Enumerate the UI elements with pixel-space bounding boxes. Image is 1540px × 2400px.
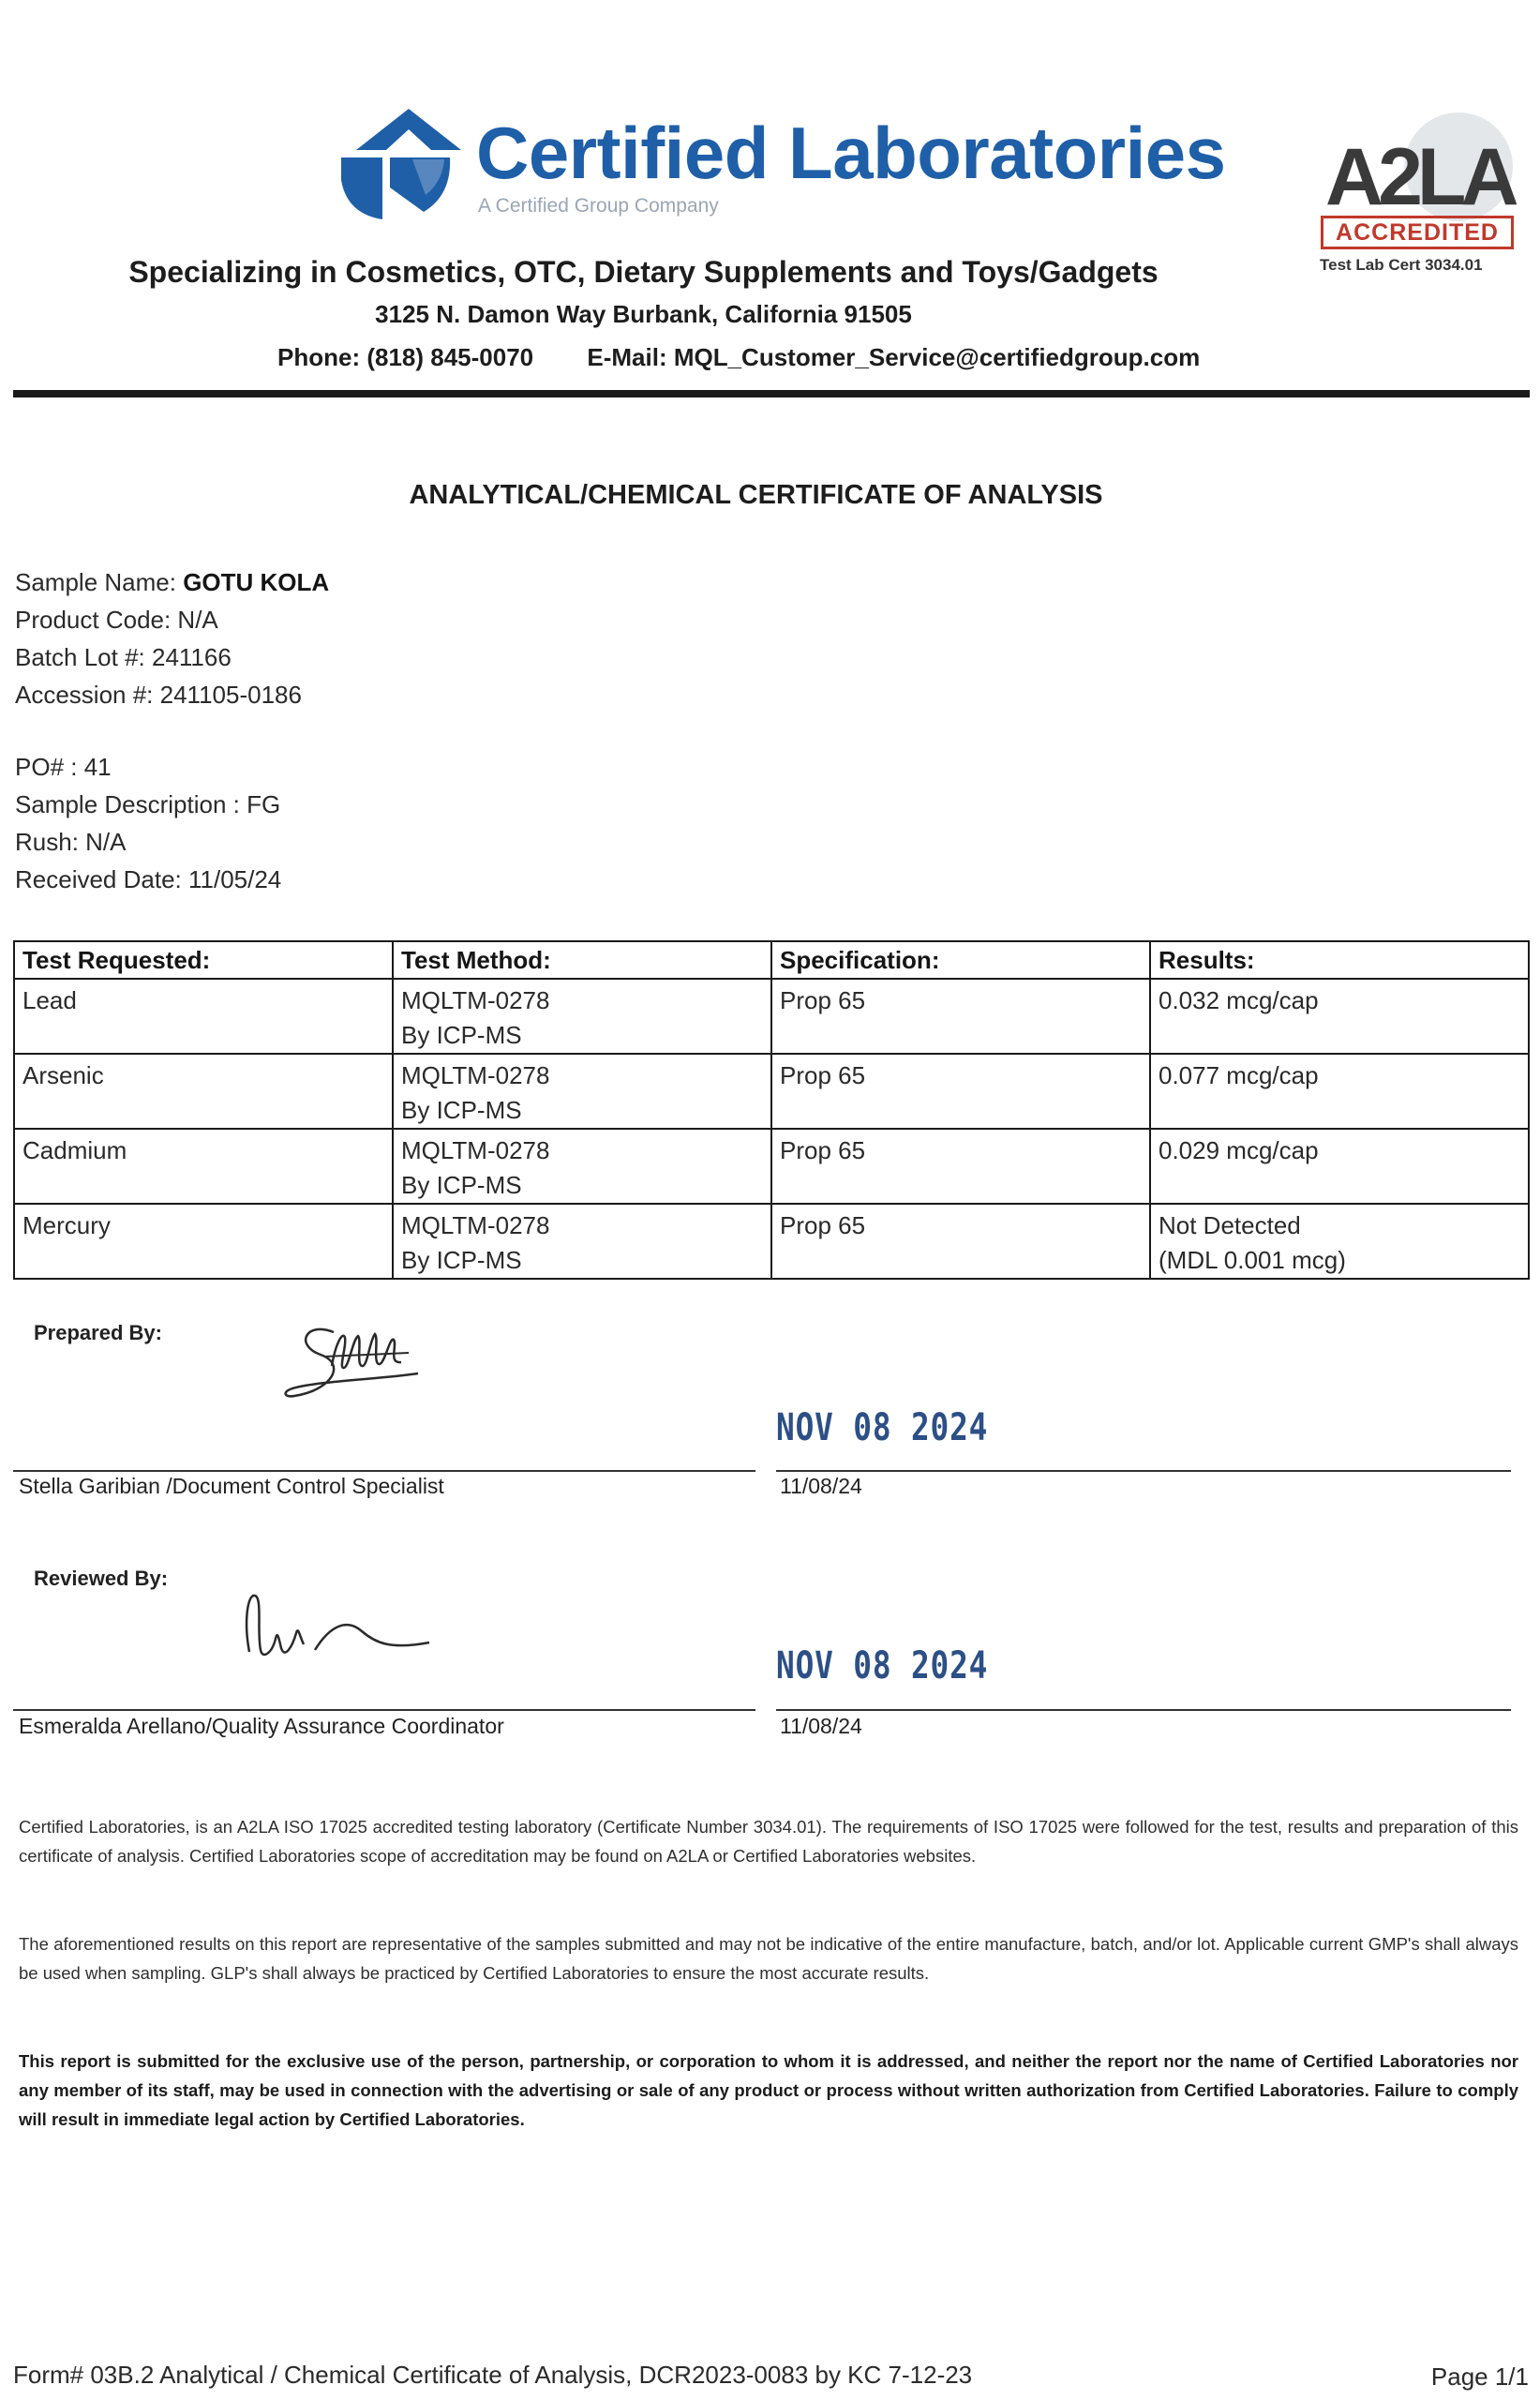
signature-line: [13, 1709, 755, 1711]
test-cell: Lead: [14, 979, 393, 1054]
representative-results-statement: The aforementioned results on this report are representative of the samples submitted and may not be indicative of the entire manufacture, batch, and/or lot. Applicable current GMP's shall always be used when sampling. GLP's shall always be practiced by Certified Laboratories to ensure the most accurate results.: [19, 1934, 1518, 1983]
table-row: [14, 979, 1529, 1054]
method-cell: MQLTM-0278 By ICP-MS: [393, 1054, 771, 1129]
received-date: Received Date: 11/05/24: [15, 865, 282, 893]
sample-name: [15, 563, 329, 601]
spec-cell: Prop 65: [771, 1054, 1150, 1129]
reviewed-by-name: Esmeralda Arellano/Quality Assurance Coordinator: [19, 1714, 504, 1738]
page-number: Page 1/1: [1430, 2362, 1529, 2391]
reviewed-by-signature: [225, 1584, 469, 1678]
test-cell: Cadmium: [14, 1129, 393, 1204]
lab-contact: [277, 343, 1200, 372]
lab-address: 3125 N. Damon Way Burbank, California 91505: [375, 300, 912, 328]
header-specification: Specification:: [771, 941, 1150, 979]
accession-number: Accession #: 241105-0186: [15, 681, 302, 709]
usage-restriction-statement: This report is submitted for the exclusive use of the person, partnership, or corporation to whom it is addressed, and neither the report nor the name of Certified Laboratories nor any member of its staff, may be used in connection with the advertising or sale of any product or process without written authorization from Certified Laboratories. Failure to comply will result in immediate legal action by Certified Laboratories.: [19, 2051, 1518, 2129]
batch-lot: Batch Lot #: 241166: [15, 643, 232, 671]
table-row: [14, 1054, 1529, 1129]
header-test-requested: Test Requested:: [14, 941, 393, 979]
date-line: [776, 1709, 1511, 1711]
rush-status: Rush: N/A: [15, 828, 127, 856]
table-row: [14, 1204, 1529, 1279]
test-cell: Mercury: [14, 1204, 393, 1279]
prepared-by-signature: [277, 1317, 427, 1402]
spec-cell: Prop 65: [771, 1204, 1150, 1279]
spec-cell: Prop 65: [771, 1129, 1150, 1204]
lab-tagline: Specializing in Cosmetics, OTC, Dietary Supplements and Toys/Gadgets: [128, 255, 1159, 289]
sample-info: [15, 563, 329, 713]
table-row: [14, 1129, 1529, 1204]
brand-subtitle: A Certified Group Company: [478, 195, 719, 217]
certified-laboratories-logo-icon: [319, 101, 469, 232]
prepared-by-date: 11/08/24: [780, 1474, 862, 1498]
result-cell: 0.077 mcg/cap: [1150, 1054, 1529, 1129]
form-reference: Form# 03B.2 Analytical / Chemical Certificate of Analysis, DCR2023-0083 by KC 7-12-23: [13, 2361, 973, 2389]
reviewed-by-date: 11/08/24: [780, 1714, 862, 1738]
brand-name: Certified Laboratories: [476, 112, 1226, 194]
order-info: [15, 748, 281, 898]
method-cell: MQLTM-0278 By ICP-MS: [393, 1204, 771, 1279]
header-divider: [13, 390, 1530, 398]
prepared-by-label: Prepared By:: [34, 1321, 162, 1344]
header-test-method: Test Method:: [393, 941, 771, 979]
document-title: ANALYTICAL/CHEMICAL CERTIFICATE OF ANALYSIS: [409, 480, 1103, 510]
spec-cell: Prop 65: [771, 979, 1150, 1054]
sample-description: Sample Description : FG: [15, 790, 281, 818]
prepared-date-stamp: NOV 08 2024: [776, 1406, 989, 1449]
sample-name-label: Sample Name:: [15, 568, 176, 596]
method-cell: MQLTM-0278 By ICP-MS: [393, 1129, 771, 1204]
product-code: Product Code: N/A: [15, 606, 218, 634]
results-table: [13, 940, 1530, 1280]
date-line: [776, 1470, 1511, 1472]
a2la-cert-number: Test Lab Cert 3034.01: [1320, 256, 1483, 274]
result-cell: 0.032 mcg/cap: [1150, 979, 1529, 1054]
reviewed-by-label: Reviewed By:: [34, 1567, 169, 1590]
svg-text:A2LA: A2LA: [1325, 132, 1514, 222]
header-results: Results:: [1150, 941, 1529, 979]
po-number: PO# : 41: [15, 753, 112, 781]
prepared-by-name: Stella Garibian /Document Control Specialist: [19, 1474, 444, 1498]
reviewed-date-stamp: NOV 08 2024: [776, 1644, 989, 1688]
method-cell: MQLTM-0278 By ICP-MS: [393, 979, 771, 1054]
accreditation-statement: Certified Laboratories, is an A2LA ISO 17025 accredited testing laboratory (Certificate Number 3034.01). The requirements of ISO 17025 were followed for the test, results and preparation of this certificate of analysis. Certified Laboratories scope of accreditation may be found on A2LA or Certified Laboratories websites.: [19, 1817, 1518, 1866]
signature-line: [13, 1470, 755, 1472]
lab-email: E-Mail: MQL_Customer_Service@certifiedgroup.com: [587, 343, 1201, 371]
result-cell: Not Detected (MDL 0.001 mcg): [1150, 1204, 1529, 1279]
result-cell: 0.029 mcg/cap: [1150, 1129, 1529, 1204]
a2la-accredited-badge: ACCREDITED: [1321, 216, 1514, 249]
lab-phone: Phone: (818) 845-0070: [277, 343, 534, 371]
sample-name-value: GOTU KOLA: [183, 568, 330, 596]
table-header-row: [14, 941, 1529, 979]
test-cell: Arsenic: [14, 1054, 393, 1129]
